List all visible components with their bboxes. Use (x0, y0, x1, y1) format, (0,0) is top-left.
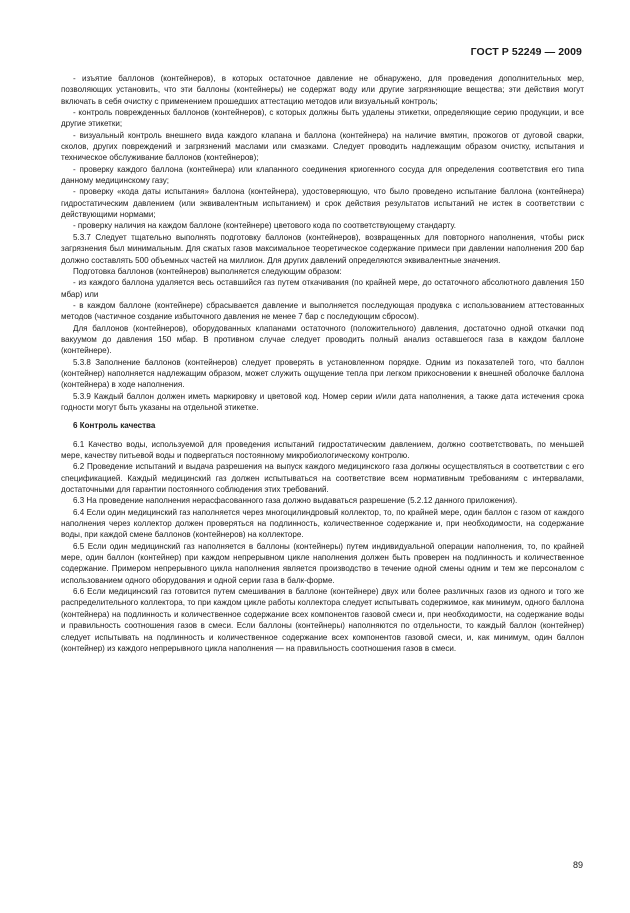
paragraph: - проверку «кода даты испытания» баллона (контейнера), удостоверяющую, что было проведено испытание баллона (контейнера) гидростатическим давлением (или эквивалентным испытанием) и срок действия результатов испытаний не истек в соответствии с действующими нормами; (61, 187, 584, 220)
paragraph: - визуальный контроль внешнего вида каждого клапана и баллона (контейнера) на наличие вмятин, прожогов от дуговой сварки, сколов, других повреждений и загрязнений маслами или смазками. Следует проводить надлежащим образом очистку, испытания и техническое обслуживание баллонов (контейнеров); (61, 130, 584, 163)
paragraph: Для баллонов (контейнеров), оборудованных клапанами остаточного (положительного) давления, достаточно одной откачки под вакуумом до давления 150 мбар. В противном случае следует проводить полный анализ оставшегося газа в каждом баллоне (контейнере). (61, 323, 584, 356)
paragraph-6-5: 6.5 Если один медицинский газ наполняется в баллоны (контейнеры) путем индивидуальной операции наполнения, то, по крайней мере, один баллон (контейнер) при каждом непрерывном цикле наполнения должен быть проверен на подлинность и количественное содержание. Примером непрерывного цикла наполнения является производство в течение одной смены одним и тем же персоналом с использованием одного оборудования и одной серии газа в балк-форме. (61, 541, 584, 585)
paragraph-6-1: 6.1 Качество воды, используемой для проведения испытаний гидростатическим давлением, должно соответствовать, по меньшей мере, качеству питьевой воды и подвергаться постоянному микробиологическому контролю. (61, 439, 584, 460)
paragraph-6-2: 6.2 Проведение испытаний и выдача разрешения на выпуск каждого медицинского газа должны осуществляться в соответствии с его спецификацией. Каждый медицинский газ должен испытываться на соответствие всем нормативным требованиям с интервалами, достаточными для гарантии постоянного соблюдения этих требований. (61, 462, 584, 495)
paragraph: Подготовка баллонов (контейнеров) выполняется следующим образом: (73, 266, 342, 276)
paragraph: - в каждом баллоне (контейнере) сбрасывается давление и выполняется последующая продувка с использованием аттестованных методов (частичное создание избыточного давления не менее 7 бар с последующим сбросом). (61, 300, 584, 322)
paragraph: - из каждого баллона удаляется весь оставшийся газ путем откачивания (по крайней мере, до остаточного абсолютного давления 150 мбар) или (61, 278, 584, 299)
paragraph-6-4: 6.4 Если один медицинский газ наполняется через многоцилиндровый коллектор, то, по крайней мере, один баллон с газом от каждого наполнения через коллектор должен проверяться на подлинность, количественное содержание и, при необходимости, на содержание воды, при каждой смене баллонов (контейнеров) на коллекторе. (61, 507, 584, 540)
section-heading: 6 Контроль качества (73, 421, 156, 431)
standard-header: ГОСТ Р 52249 — 2009 (470, 46, 582, 58)
paragraph: - проверку наличия на каждом баллоне (контейнере) цветового кода по соответствующему стандарту. (73, 221, 456, 231)
paragraph-5-3-8: 5.3.8 Заполнение баллонов (контейнеров) следует проверять в установленном порядке. Одним из показателей того, что баллон (контейнер) наполняется надлежащим образом, может служить ощущение тепла при легком прикосновении к внешней оболочке баллона (контейнера) в ходе наполнения. (61, 357, 584, 390)
paragraph-5-3-7: 5.3.7 Следует тщательно выполнять подготовку баллонов (контейнеров), возвращенных для повторного наполнения, чтобы риск загрязнения был минимальным. Для сжатых газов максимальное теоретическое содержание примеси при давлении наполнения 200 бар должно составлять 500 объемных частей на миллион. Для других давлений определяются эквивалентные значения. (61, 232, 584, 265)
document-body (61, 73, 584, 654)
paragraph-6-3: 6.3 На проведение наполнения нерасфасованного газа должно выдаваться разрешение (5.2.12 данного приложения). (73, 496, 518, 506)
page-number: 89 (572, 860, 583, 870)
paragraph-6-6: 6.6 Если медицинский газ готовится путем смешивания в баллоне (контейнере) двух или более различных газов из одного и того же распределительного коллектора, то при каждом цикле работы коллектора следует испытывать содержимое, как минимум, одного баллона (контейнера) на подлинность и количественное содержание всех компонентов газовой смеси и, при необходимости, на содержание воды и правильность соотношения газов в смеси. Если баллоны (контейнеры) наполняются по отдельности, то каждый баллон (контейнер) следует испытывать на подлинность и количественное содержание всех компонентов газовой смеси, и, как минимум, один баллон (контейнер) из каждого непрерывного цикла наполнения — на правильность соотношения газов в смеси. (61, 587, 584, 653)
paragraph: - изъятие баллонов (контейнеров), в которых остаточное давление не обнаружено, для проведения дополнительных мер, позволяющих установить, что эти баллоны (контейнеры) не содержат воду или другие загрязняющие вещества; эти действия могут включать в себя очистку с применением прошедших аттестацию методов или визуальный контроль; (61, 74, 584, 106)
paragraph: - проверку каждого баллона (контейнера) или клапанного соединения криогенного сосуда для определения соответствия его типа данному медицинскому газу; (61, 164, 584, 186)
paragraph: - контроль поврежденных баллонов (контейнеров), с которых должны быть удалены этикетки, определяющие серию продукции, и все другие этикетки; (61, 108, 584, 129)
paragraph-5-3-9: 5.3.9 Каждый баллон должен иметь маркировку и цветовой код. Номер серии и/или дата наполнения, а также дата истечения срока годности могут быть указаны на отдельной этикетке. (61, 391, 584, 412)
